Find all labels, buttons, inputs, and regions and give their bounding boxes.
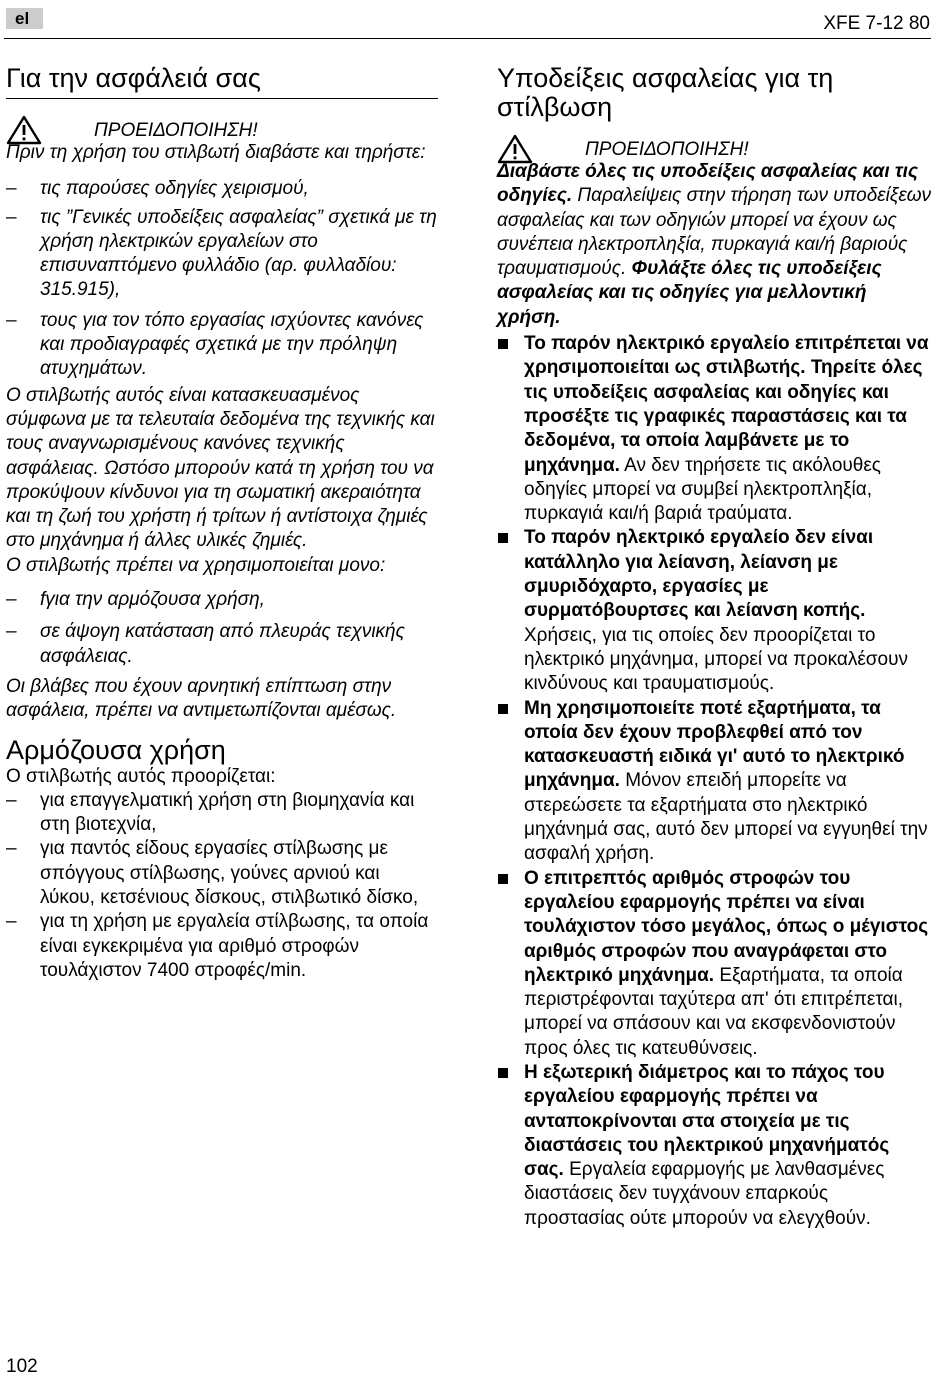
safety-instructions-list	[497, 332, 933, 1231]
list-item: – τις παρούσες οδηγίες χειρισμού,	[6, 177, 438, 201]
square-bullet-icon	[498, 704, 508, 714]
item-bold: Η εξωτερική διάμετρος και το πάχος του εργαλείου εφαρμογής πρέπει να ανταποκρίνονται στα στοιχεία με τις διαστάσεις του ηλεκτρικού μηχανήματός σας.	[524, 1061, 890, 1181]
safety-paragraph: Ο στιλβωτής αυτός είναι κατασκευασμένος σύμφωνα με τα τελευταία δεδομένα της τεχνικής και τους αναγνωρισμένους κανόνες τεχνικής ασφάλειας. Ωστόσο μπορούν κατά τη χρήση του να προκύψουν κίνδυνοι για τη σωματική ακεραιότητα και τη ζωή του χρήστη ή τρίτων ή αντίστοιχα ζημιές στο μηχάνημα ή άλλες υλικές ζημιές.	[6, 384, 435, 552]
square-bullet-icon	[498, 874, 508, 884]
square-bullet-icon	[498, 533, 508, 543]
list-item	[497, 867, 933, 1061]
language-badge: el	[6, 8, 43, 29]
list-item: – για τη χρήση με εργαλεία στίλβωσης, τα οποία είναι εγκεκριμένα για αριθμό στροφών τουλάχιστον 7400 στροφές/min.	[6, 910, 438, 983]
item-bold: Το παρόν ηλεκτρικό εργαλείο επιτρέπεται να χρησιμοποιείται ως στιλβωτής. Τηρείτε όλες τις υποδείξεις ασφαλείας και οδηγίες και προσέξτε τις γραφικές παραστάσεις και τα δεδομένα, τα οποία λαμβάνετε με το μηχάνημα.	[524, 333, 929, 476]
list-item	[497, 697, 933, 867]
list-item: – fγια την αρμόζουσα χρήση,	[6, 588, 438, 612]
safety-intro: Πριν τη χρήση του στιλβωτή διαβάστε και τηρήστε:	[6, 142, 426, 163]
warning-triangle-icon	[6, 115, 42, 145]
safety-title: Για την ασφάλειά σας	[6, 64, 438, 99]
item-bold: Μη χρησιμοποιείτε ποτέ εξαρτήματα, τα οποία δεν έχουν προβλεφθεί από τον κατασκευαστή ειδικά γι' αυτό το ηλεκτρικό μηχάνημα.	[524, 697, 905, 792]
item-text: Χρήσεις, για τις οποίες δεν προορίζεται το ηλεκτρικό μηχάνημα, μπορεί να προκαλέσουν κινδύνους και τραυματισμούς.	[524, 624, 908, 695]
intended-use-intro: Ο στιλβωτής αυτός προορίζεται:	[6, 765, 276, 787]
item-text: Μόνον επειδή μπορείτε να στερεώσετε τα εξαρτήματα στο ηλεκτρικό μηχάνημά σας, αυτό δεν μπορεί να εγγυηθεί την ασφαλή χρήση.	[524, 770, 928, 865]
item-bold: Το παρόν ηλεκτρικό εργαλείο δεν είναι κατάλληλο για λείανση, λείανση με σμυριδόχαρτο, εργασίες με συρματόβουρτσες και λείανση κοπής.	[524, 527, 874, 622]
safety-list	[6, 177, 438, 381]
item-text: Εργαλεία εφαρμογής με λανθασμένες διαστάσεις δεν τυγχάνουν επαρκούς προστασίας ούτε μπορούν να ελεγχθούν.	[524, 1159, 885, 1229]
warning-body: Παραλείψεις στην τήρηση των υποδείξεων ασφαλείας και των οδηγιών μπορεί να έχουν ως συνέπεια ηλεκτροπληξία, πυρκαγιά και/ή βαριούς τραυματισμούς.	[497, 185, 931, 280]
list-item: – σε άψογη κατάσταση από πλευράς τεχνικής ασφάλειας.	[6, 620, 438, 669]
warning-label: ΠΡΟΕΙΔΟΠΟΙΗΣΗ!	[585, 139, 749, 160]
header-rule	[4, 38, 931, 39]
page-number: 102	[6, 1356, 38, 1377]
warning-block	[497, 134, 933, 164]
square-bullet-icon	[498, 339, 508, 349]
list-item: – τις ”Γενικές υποδείξεις ασφαλείας” σχετικά με τη χρήση ηλεκτρικών εργαλείων στο επισυναπτόμενο φυλλάδιο (αρ. φυλλαδίου: 315.915),	[6, 206, 438, 303]
warning-block	[6, 115, 438, 145]
warning-text	[497, 160, 933, 330]
list-item	[497, 526, 933, 696]
list-item: – για παντός είδους εργασίες στίλβωσης με σπόγγους στίλβωσης, γούνες αρνιού και λύκου, κετσένιους δίσκους, στιλβωτικό δίσκο,	[6, 837, 438, 910]
list-item	[497, 332, 933, 526]
polishing-safety-title: Υποδείξεις ασφαλείας για τη στίλβωση	[497, 63, 834, 122]
item-bold: Ο επιτρεπτός αριθμός στροφών του εργαλείου εφαρμογής πρέπει να είναι τουλάχιστον τόσο μεγάλος, όπως ο μέγιστος αριθμός στροφών που αναγράφεται στο ηλεκτρικό μηχάνημα.	[524, 867, 929, 986]
condition-list	[6, 588, 438, 669]
warning-bold-keep: Φυλάξτε όλες τις υποδείξεις ασφαλείας και τις οδηγίες για μελλοντική χρήση.	[497, 258, 882, 328]
left-column	[6, 64, 438, 983]
warning-bold-read: Διαβάστε όλες τις υποδείξεις ασφαλείας και τις οδηγίες.	[497, 161, 919, 207]
item-text: Αν δεν τηρήσετε τις ακόλουθες οδηγίες μπορεί να συμβεί ηλεκτροπληξία, πυρκαγιά και/ή βαριά τραύματα.	[524, 454, 881, 525]
intended-use-list	[6, 789, 438, 983]
list-item: – για επαγγελματική χρήση στη βιομηχανία και στη βιοτεχνία,	[6, 789, 438, 838]
warning-label: ΠΡΟΕΙΔΟΠΟΙΗΣΗ!	[94, 120, 258, 141]
list-item: – τους για τον τόπο εργασίας ισχύοντες κανόνες και προδιαγραφές σχετικά με την πρόληψη ατυχημάτων.	[6, 309, 438, 382]
usage-condition-intro: Ο στιλβωτής πρέπει να χρησιμοποιείται μονο:	[6, 554, 386, 576]
intended-use-title: Αρμόζουσα χρήση	[6, 734, 226, 765]
warning-triangle-icon	[497, 134, 533, 164]
right-column	[497, 64, 933, 1231]
damage-paragraph: Οι βλάβες που έχουν αρνητική επίπτωση στην ασφάλεια, πρέπει να αντιμετωπίζονται αμέσως.	[6, 675, 397, 722]
item-text: Εξαρτήματα, τα οποία περιστρέφονται ταχύτερα απ' ότι επιτρέπεται, μπορεί να σπάσουν και να εκσφενδονιστούν προς όλες τις κατευθύνσεις.	[524, 964, 904, 1059]
list-item	[497, 1061, 933, 1231]
model-name: XFE 7-12 80	[823, 13, 930, 34]
square-bullet-icon	[498, 1068, 508, 1078]
